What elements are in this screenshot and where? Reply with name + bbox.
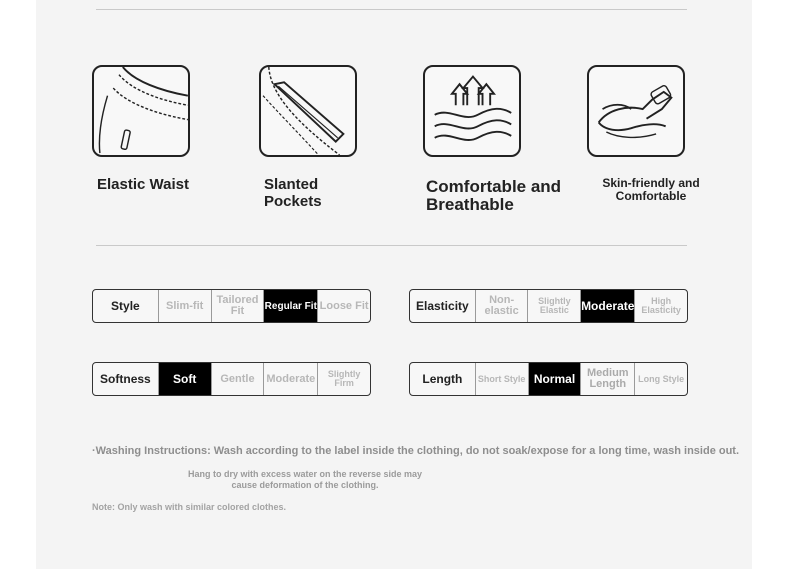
top-divider bbox=[96, 9, 687, 10]
spec-option-selected: Moderate bbox=[580, 290, 634, 322]
spec-option: High Elasticity bbox=[634, 290, 687, 322]
spec-option-selected: Soft bbox=[158, 363, 211, 395]
feature-label: Elastic Waist bbox=[97, 176, 189, 193]
middle-divider bbox=[96, 245, 687, 246]
spec-option: Tailored Fit bbox=[211, 290, 264, 322]
slanted-pocket-icon bbox=[259, 65, 357, 157]
spec-option: Medium Length bbox=[580, 363, 634, 395]
feature-label: Skin-friendly and Comfortable bbox=[602, 176, 700, 203]
spec-option-selected: Regular Fit bbox=[263, 290, 317, 322]
spec-option-selected: Normal bbox=[528, 363, 581, 395]
spec-option: Slim-fit bbox=[158, 290, 211, 322]
spec-option: Slightly Elastic bbox=[527, 290, 580, 322]
spec-option: Gentle bbox=[211, 363, 264, 395]
spec-option: Short Style bbox=[475, 363, 528, 395]
spec-label: Elasticity bbox=[416, 298, 469, 313]
skin-friendly-icon bbox=[587, 65, 685, 157]
washing-instructions: ·Washing Instructions: Wash according to the label inside the clothing, do not soak/expose for a long time, wash inside out. bbox=[92, 445, 740, 457]
spec-label: Style bbox=[111, 298, 140, 313]
feature-label: Comfortable and Breathable bbox=[426, 177, 562, 214]
spec-elasticity bbox=[409, 289, 688, 323]
spec-option: Long Style bbox=[634, 363, 687, 395]
spec-style bbox=[92, 289, 371, 323]
breathable-icon bbox=[423, 65, 521, 157]
elastic-waist-icon bbox=[92, 65, 190, 157]
spec-option: Slightly Firm bbox=[317, 363, 370, 395]
spec-softness bbox=[92, 362, 371, 396]
feature-label: Slanted Pockets bbox=[264, 176, 322, 210]
spec-option: Moderate bbox=[263, 363, 317, 395]
spec-label: Softness bbox=[100, 371, 151, 386]
spec-option: Non-elastic bbox=[475, 290, 528, 322]
drying-instructions: Hang to dry with excess water on the reverse side may cause deformation of the clothing. bbox=[187, 469, 423, 490]
wash-note: Note: Only wash with similar colored clothes. bbox=[92, 502, 287, 512]
spec-label: Length bbox=[422, 371, 463, 386]
spec-length bbox=[409, 362, 688, 396]
spec-option: Loose Fit bbox=[317, 290, 370, 322]
